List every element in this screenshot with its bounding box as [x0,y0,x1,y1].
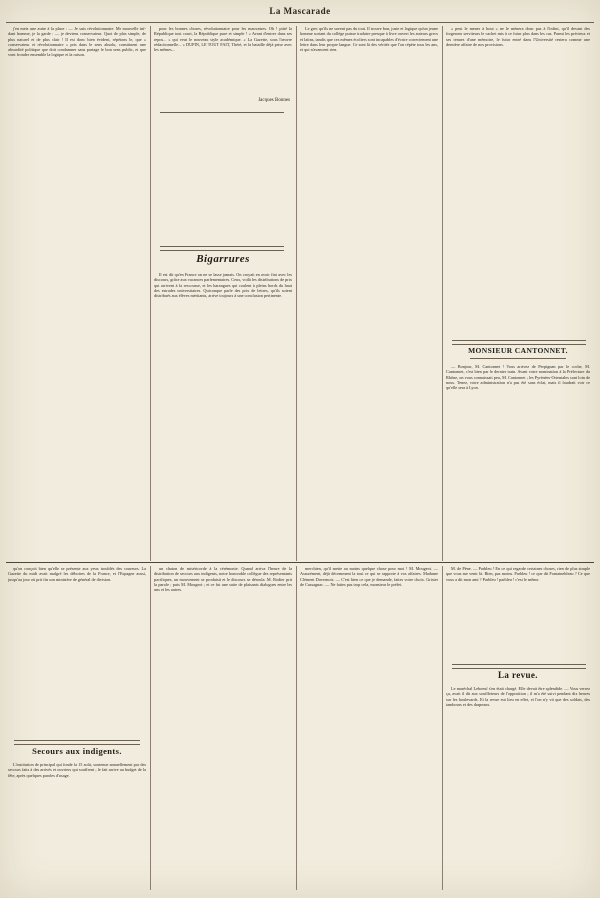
section-title-secours: Secours aux indigents. [32,746,122,756]
section-rule-double [160,246,284,251]
column-divider [150,26,151,561]
column-divider [442,566,443,890]
bigarrures-text: Il est dit qu'en France on ne se lasse jamais. On croyait en avoir fini avec les discours, grâce aux vacances parlementaires. Ceux, voilà les distributions de prix qui arrivent à la rescousse, et les harangues qui coulent à pleins bords du haut des estrades universitaires. Quiconque parle des prix de lettres, qu'ils soient distribués aux élèves méritants, arrive toujours à une conclusion pertinente. [154,272,292,298]
top-column-3 [300,26,438,559]
section-title-bigarrures: Bigarrures [196,253,250,265]
secours-text: L'institution de principal qui fonde la 15 août, soutenue annuellement par des secours faits à des arrivés et ouvriers qui souffrent ; le fait arrive au budget de la fête, après quelques paroles d'usage. [8,762,146,778]
bottom-column-3 [300,566,438,888]
masthead-title: La Mascarade [269,6,331,16]
bottom-column-1 [8,566,146,736]
top-column-4-text: « peut le mener à bout » ne le mènera donc pas à l'infini, qu'il devant des forgerons serviteurs le cachet mis à ce futur plus dans les cas. Parmi les précieux et ses tenues d'une mémoire, le futur entré dans l'Université restera comme une dernière affaire de nos provisions. [446,26,590,47]
section-rule-double [452,340,586,345]
top-column-4 [446,26,590,336]
bottom-column-1-section-text [8,762,146,888]
section-rule-double [452,664,586,669]
top-column-2-section-text [154,272,292,559]
top-column-1-continuation [8,59,146,539]
article-signature: Jacques Bonnes [258,98,290,103]
bottom-column-3-text: merchien, qu'il mette au moins quelque chose pour moi ! M. Mougeot. — Assurément, déjà décemment la tout ce qui se rapporte à vos affaires. Madame Clément Duvernois. — C'est bien ce que je demande, faites votre choix. Grisier de Cassagnac. — Ne faites pas trop cela, monsieur le préfet. [300,566,438,587]
revue-text: Le maréchal Leboeuf s'en était chargé. Elle devait être splendide. — Vous verrez ça, avait il dit aux souffleteurs de l'opposition ; il m'a été suivi pendant dix heures sur les boulevards. Et la revue eut lieu en effet, et l'on n'y vit que des soldats, des tambours et des drapeaux. [446,686,590,707]
bottom-column-1-text: qu'on conçoit bien qu'elle se présente aux yeux troublés des coureurs. La Gazette du midi avait malgré les déboires de la France, et l'Espagne aussi, jusqu'au jour où prit fin son ministère de général de division. [8,566,146,582]
top-column-4-section-text [446,364,590,559]
top-column-2-text: pour les bonnes choses, révolutionnaire pour les mauvaises. Oh ! pitié la République tout court, la République pure et simple ! « Avant d'entrer dans ses repos... » qui veut le nouveau style académique. « La Gazette, sous l'œuvre rédactionnelle... » DUPIN, LE TOUT FAIT, Théré, et la bataille déjà prise avec les mêmes... [154,26,292,52]
column-divider [150,566,151,890]
section-rule-double [14,740,140,745]
bottom-column-4-section-text [446,686,590,888]
header-rule [6,22,594,23]
column-divider [442,26,443,561]
bottom-column-2 [154,566,292,888]
section-rule [160,112,284,113]
section-title-monsieur-cantonnet: MONSIEUR CANTONNET. [468,346,568,355]
section-title-la-revue: La revue. [498,670,538,680]
top-column-3-text: Le grec qu'ils ne savent pas du tout. Il trouve bon, juste et logique qu'un jeune homme sortant du collège puisse traduire presque à livre ouvert les auteurs grecs et latins, tandis que ces mêmes écoliers sont incapables d'écrire correctement une lettre dans leur propre langue. Ce sont là des vérités que l'on répète tous les ans, et qui n'avancent rien. [300,26,438,52]
column-divider [296,566,297,890]
bottom-column-4 [446,566,590,660]
top-column-1 [8,26,146,559]
fold-rule [6,562,594,563]
section-rule [470,358,566,359]
bottom-column-2-text: un chaton de miséricorde à la cérémonie. Quand arriva l'heure de la distribution de secours aux indigents, notre honorable collègue des représentants pacifiques, un mouvement se produisit et le discours se déroula. M. Rodier prit la parole ; puis M. Mougeot ; et ce fut une suite de plaisants dialogues entre les uns et les autres. [154,566,292,592]
top-column-1-text: j'en mets une autre à la place : — Je suis révolutionnaire. Mr mouvelle inf-dant homme, je la garde : — je deviens conservateur. Quoi de plus simple, de plus naturel et de plus clair ! Il est donc bien évident, répétons le, que « conservateur et révolutionnaire » pris dans le sens absolu, constituent une absurdité politique que doit condamner sans partage le bon sens public, et que vont fronder ensemble la logique et la raison. [8,26,146,58]
cantonnet-text: — Bonjour, M. Cantonnet ! Vous arrivez de Perpignan par le coche, M. Cantonnet, c'est bien par le dernier train. Avant votre nomination à la Préfecture du Rhône, on vous connaissait peu, M. Cantonnet ; les Pyrénées-Orientales sont loin de nous. Tenez, votre administration n'a pas été sans éclat, mais il faudrait voir ce qu'elle sera à Lyon. [446,364,590,390]
bottom-column-4-text: M. de Pène. — Parbleu ! En ce qui regarde certaines choses, rien de plus simple que vous me venir là. Bien, pas moins. Parbleu ! ce que dit Fontainebleau ? Ce que vous a dit mon ami ? Parbleu ! parbleu ! c'est le même. [446,566,590,582]
column-divider [296,26,297,561]
